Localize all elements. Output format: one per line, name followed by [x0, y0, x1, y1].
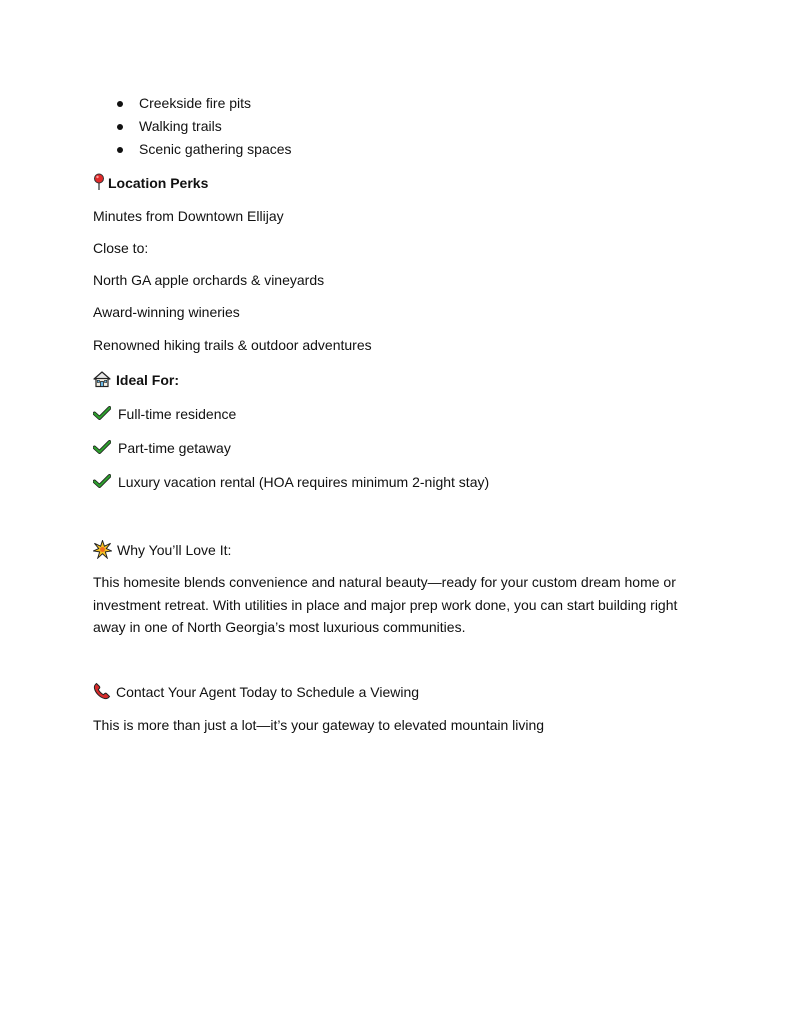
checkmark-icon	[93, 474, 111, 488]
location-perks-heading: Location Perks	[93, 173, 208, 193]
contact-body: This is more than just a lot—it’s your gateway to elevated mountain living	[93, 717, 545, 733]
location-line: Minutes from Downtown Ellijay	[93, 208, 284, 224]
list-item: Scenic gathering spaces	[93, 138, 292, 161]
sparkle-burst-icon	[93, 540, 112, 559]
contact-heading: Contact Your Agent Today to Schedule a Viewing	[93, 682, 419, 702]
why-love-heading: Why You’ll Love It:	[93, 540, 231, 561]
why-love-paragraph: This homesite blends convenience and natural beauty—ready for your custom dream home or investment retreat. With utilities in place and major prep work done, you can start building right away in one of North Georgia’s most luxurious communities.	[93, 574, 678, 635]
location-line: North GA apple orchards & vineyards	[93, 272, 325, 288]
bullet-icon	[117, 124, 123, 130]
ideal-item: Luxury vacation rental (HOA requires minimum 2-night stay)	[93, 472, 489, 492]
telephone-icon	[93, 682, 111, 700]
location-line: Renowned hiking trails & outdoor adventures	[93, 337, 372, 353]
pushpin-icon	[93, 173, 105, 191]
list-item: Walking trails	[93, 115, 292, 138]
checkmark-icon	[93, 406, 111, 420]
ideal-for-heading: Ideal For:	[93, 370, 179, 390]
ideal-item: Part-time getaway	[93, 438, 231, 458]
list-item: Creekside fire pits	[93, 92, 292, 115]
ideal-item: Full-time residence	[93, 404, 236, 424]
location-line: Close to:	[93, 240, 149, 256]
bullet-icon	[117, 147, 123, 153]
house-icon	[93, 370, 111, 388]
checkmark-icon	[93, 440, 111, 454]
amenities-list	[93, 92, 292, 161]
location-line: Award-winning wineries	[93, 304, 240, 320]
bullet-icon	[117, 101, 123, 107]
